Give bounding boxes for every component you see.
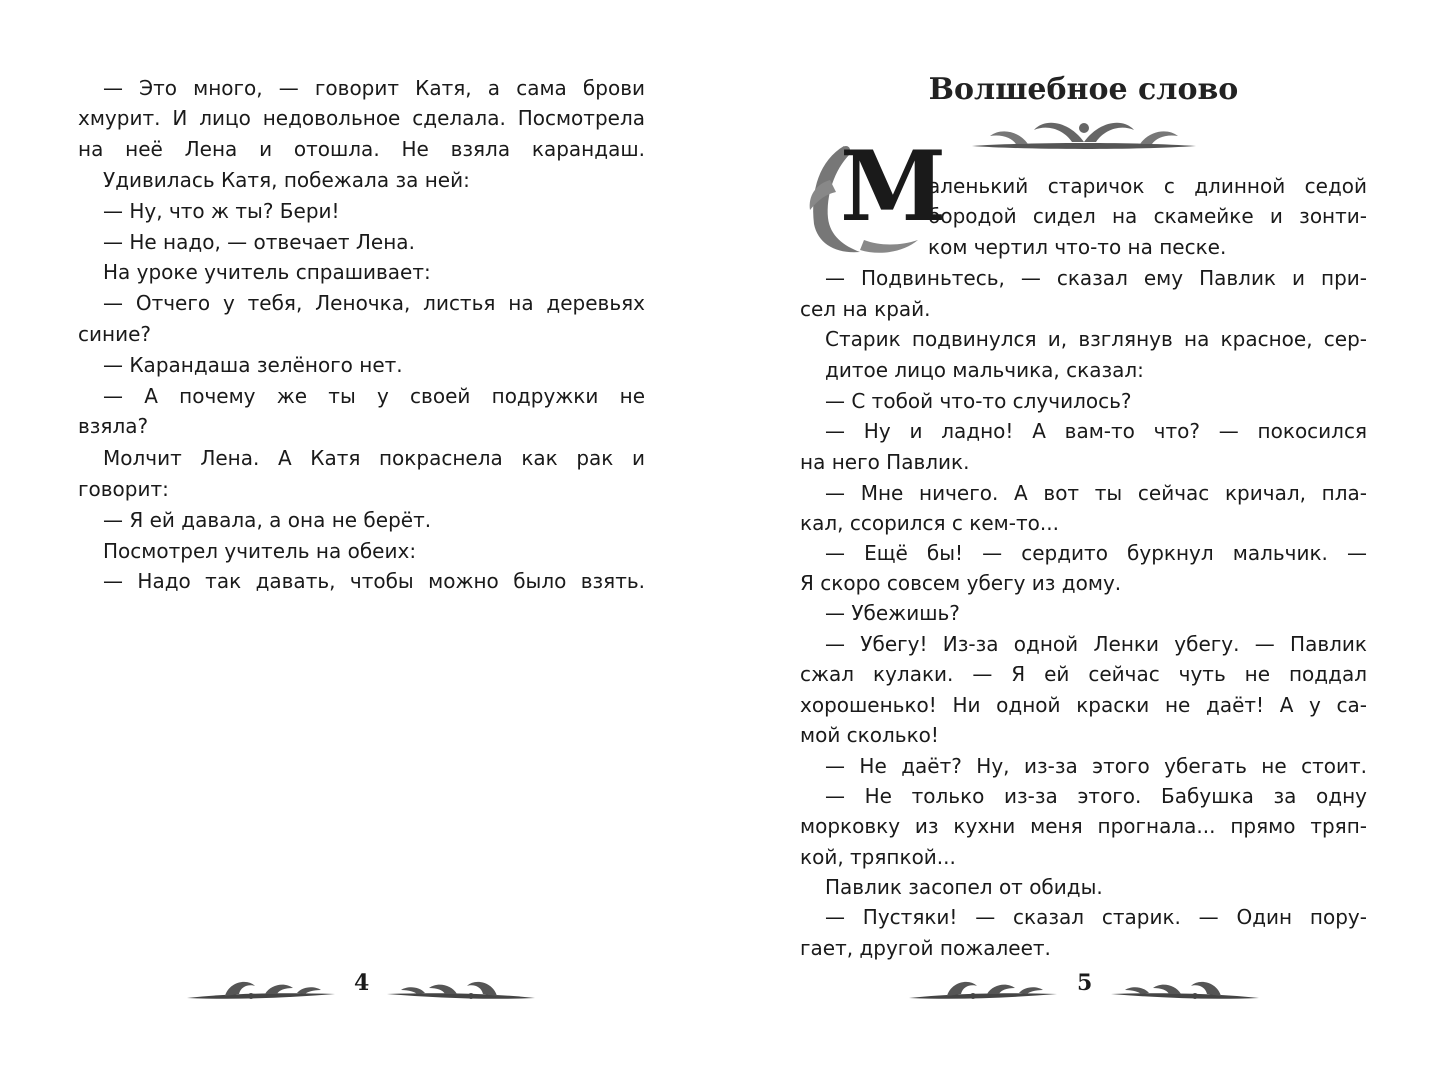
text-line: — Отчего у тебя, Леночка, листья на деревьях <box>103 291 645 315</box>
footer-ornament-left-icon <box>907 972 1062 1006</box>
text-line: синие? <box>78 322 151 346</box>
text-line: говорит: <box>78 477 169 501</box>
text-line: — Ну, что ж ты? Бери! <box>103 199 340 223</box>
text-line: — Ещё бы! — сердито буркнул мальчик. — <box>825 541 1367 565</box>
text-line: — С тобой что-то случилось? <box>825 389 1132 413</box>
text-line: ком чертил что-то на песке. <box>928 235 1227 259</box>
text-line: — Убегу! Из-за одной Ленки убегу. — Павлик <box>825 632 1367 656</box>
text-line: — Карандаша зелёного нет. <box>103 353 403 377</box>
text-line: — Я ей давала, а она не берёт. <box>103 508 432 532</box>
text-line: — Пустяки! — сказал старик. — Один пору- <box>825 905 1367 929</box>
title-ornament-icon <box>968 112 1200 158</box>
text-line: — Мне ничего. А вот ты сейчас кричал, пла- <box>825 481 1367 505</box>
text-line: Посмотрел учитель на обеих: <box>103 539 417 563</box>
footer-ornament-right-icon <box>1106 972 1261 1006</box>
text-line: Молчит Лена. А Катя покраснела как рак и <box>103 446 645 470</box>
text-line: Павлик засопел от обиды. <box>825 875 1103 899</box>
footer-ornament-left-icon <box>185 972 340 1006</box>
text-line: Я скоро совсем убегу из дому. <box>800 571 1122 595</box>
text-line: гает, другой пожалеет. <box>800 936 1051 960</box>
text-line: — Не только из-за этого. Бабушка за одну <box>825 784 1367 808</box>
drop-cap-letter: М <box>840 130 947 243</box>
text-line: хорошенько! Ни одной краски не даёт! А у са- <box>800 693 1367 717</box>
text-line: На уроке учитель спрашивает: <box>103 260 431 284</box>
text-line: бородой сидел на скамейке и зонти- <box>928 204 1367 228</box>
text-line: кал, ссорился с кем-то... <box>800 511 1059 535</box>
text-line: Старик подвинулся и, взглянув на красное, сер- <box>825 327 1367 351</box>
text-line: — Надо так давать, чтобы можно было взять. <box>103 569 645 593</box>
text-line: дитое лицо мальчика, сказал: <box>825 358 1144 382</box>
text-line: Удивилась Катя, побежала за ней: <box>103 168 470 192</box>
text-line: морковку из кухни меня прогнала... прямо тряп- <box>800 814 1367 838</box>
text-line: — А почему же ты у своей подружки не <box>103 384 645 408</box>
page-number: 4 <box>354 970 370 996</box>
text-line: — Подвиньтесь, — сказал ему Павлик и при- <box>825 266 1367 290</box>
text-line: — Не даёт? Ну, из-за этого убегать не стоит. <box>825 754 1367 778</box>
page-number: 5 <box>1077 970 1093 996</box>
text-line: сел на край. <box>800 297 931 321</box>
text-line: сжал кулаки. — Я ей сейчас чуть не поддал <box>800 662 1367 686</box>
text-line: — Не надо, — отвечает Лена. <box>103 230 415 254</box>
footer-ornament-right-icon <box>382 972 537 1006</box>
text-line: на него Павлик. <box>800 450 970 474</box>
text-line: аленький старичок с длинной седой <box>928 174 1367 198</box>
text-line: — Ну и ладно! А вам-то что? — покосился <box>825 419 1367 443</box>
text-line: — Это много, — говорит Катя, а сама брови <box>103 76 645 100</box>
text-line: взяла? <box>78 414 149 438</box>
drop-cap <box>800 130 947 260</box>
text-line: — Убежишь? <box>825 601 960 625</box>
text-line: мой сколько! <box>800 723 939 747</box>
text-line: кой, тряпкой... <box>800 845 956 869</box>
story-title: Волшебное слово <box>928 72 1239 107</box>
text-line: на неё Лена и отошла. Не взяла карандаш. <box>78 137 645 161</box>
text-line: хмурит. И лицо недовольное сделала. Посмотрела <box>78 106 645 130</box>
